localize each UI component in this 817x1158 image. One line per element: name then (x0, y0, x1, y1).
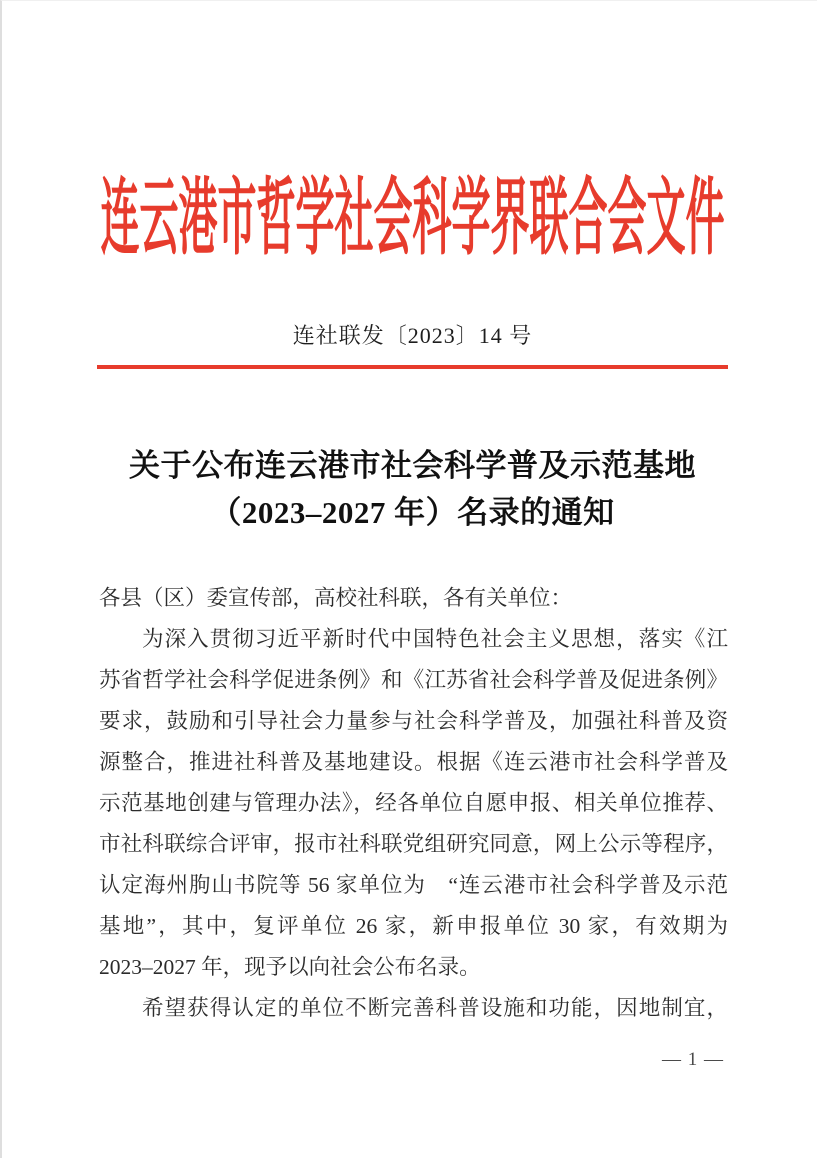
body-line-salutation: 各县（区）委宣传部，高校社科联，各有关单位： (99, 586, 573, 610)
document-number: 连社联发〔2023〕14 号 (292, 323, 533, 348)
body-line: 为深入贯彻习近平新时代中国特色社会主义思想，落实《江 (142, 627, 728, 651)
body-line: 示范基地创建与管理办法》，经各单位自愿申报、相关单位推荐、 (99, 791, 728, 815)
body-line: 市社科联综合评审，报市社科联党组研究同意，网上公示等程序， (99, 832, 728, 856)
body-line: 希望获得认定的单位不断完善科普设施和功能，因地制宜， (142, 996, 728, 1020)
document-title-line2: （2023–2027 年）名录的通知 (210, 495, 615, 530)
red-divider-line (97, 365, 728, 369)
body-line: 苏省哲学社会科学促进条例》和《江苏省社会科学普及促进条例》 (99, 668, 728, 692)
body-line: 基地”，其中，复评单位 26 家，新申报单位 30 家，有效期为 (99, 914, 728, 938)
body-line: 源整合，推进社科普及基地建设。根据《连云港市社会科学普及 (99, 750, 728, 774)
document-title (62, 442, 763, 536)
document-body (99, 578, 728, 1029)
body-line: 2023–2027 年，现予以向社会公布名录。 (99, 955, 481, 979)
document-title-line1: 关于公布连云港市社会科学普及示范基地 (129, 448, 696, 483)
agency-masthead (97, 171, 728, 267)
body-line: 认定海州朐山书院等 56 家单位为 “连云港市社会科学普及示范 (99, 873, 728, 897)
body-line: 要求，鼓励和引导社会力量参与社会科学普及，加强社科普及资 (99, 709, 728, 733)
agency-masthead-text: 连云港市哲学社会科学界联合会文件 (100, 172, 725, 266)
page-number: — 1 — (662, 1049, 724, 1070)
